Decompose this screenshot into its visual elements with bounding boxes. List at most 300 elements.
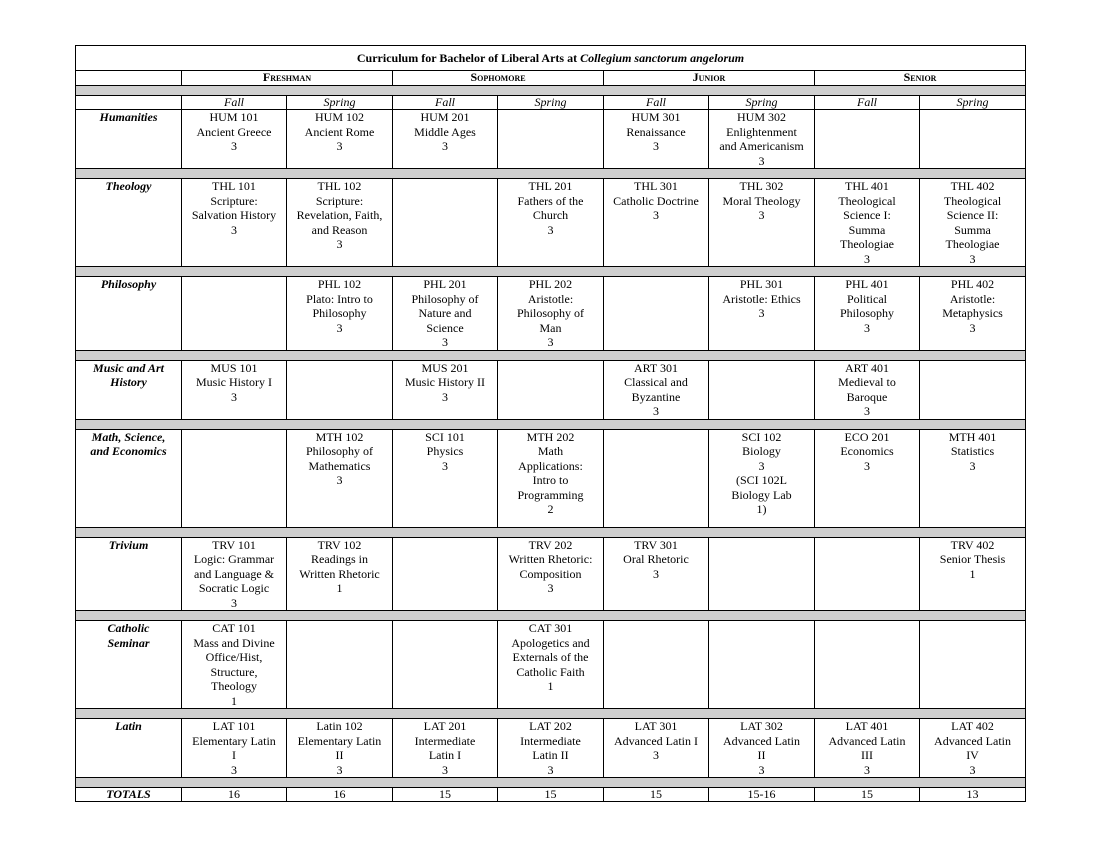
cell-line: Political [847,291,887,306]
cell-line: Programming [517,487,584,502]
empty-cell [815,621,920,709]
cell-line: Philosophy of [516,306,584,320]
cell-line: Theologiae [840,237,894,251]
term-header: Spring [920,96,1026,110]
year-header-sophomore: Sophomore [393,71,604,86]
cell-line: 3 [231,595,237,610]
cell-line: PHL 102 [317,277,362,291]
cell-line: 3 [653,139,659,153]
cell-line: Medieval to [838,375,896,389]
empty-cell [604,429,709,527]
course-cell [815,360,920,419]
course-cell [182,621,287,709]
cell-line: 3 [442,762,448,777]
cell-line: THL 301 [634,179,678,193]
cell-line: Elementary Latin [192,733,276,748]
course-cell [920,179,1026,267]
course-cell [182,110,287,169]
cell-line: Apologetics and [511,635,590,650]
cell-line: Oral Rhetoric [623,552,689,566]
cell-line: HUM 102 [314,110,364,124]
cell-line: IV [966,748,979,762]
cell-line: Music and Art [93,360,164,375]
cell-line: ART 401 [844,360,890,375]
cell-line: MTH 202 [526,429,575,444]
term-header: Spring [709,96,815,110]
cell-line: Aristotle: Ethics [722,291,801,306]
course-cell [709,179,815,267]
year-header-junior: Junior [604,71,815,86]
cell-line: HUM 201 [420,110,470,124]
course-cell [498,429,604,527]
cell-line: LAT 201 [423,719,467,733]
cell-line: 3 [653,748,659,762]
empty-cell [393,179,498,267]
empty-cell [920,360,1026,419]
cell-line: Theology [211,679,257,693]
empty-cell [287,360,393,419]
term-header: Fall [393,96,498,110]
cell-line: 3 [336,139,343,153]
cell-line: Aristotle: [949,291,996,306]
category-label [76,429,182,527]
separator-row [76,709,1026,719]
separator-row [76,86,1026,96]
course-cell [287,110,393,169]
cell-line: History [110,375,147,389]
term-header: Spring [498,96,604,110]
cell-line: Structure, [210,664,258,679]
cell-line: 1 [969,566,976,581]
empty-cell [709,360,815,419]
category-label [76,360,182,419]
course-cell [498,537,604,611]
cell-line: Philosophy of [411,291,479,306]
course-cell [498,719,604,778]
cell-line: Mass and Divine [193,635,275,650]
cell-line: Theological [838,193,896,208]
cell-line: Applications: [518,458,583,473]
cell-line: TRV 301 [634,537,678,552]
total-value: 15-16 [709,788,815,802]
year-header-freshman: Freshman [182,71,393,86]
cell-line: 3 [758,306,765,320]
cell-line: Summa [848,222,886,237]
cell-line: Philosophy [312,306,367,320]
empty-cell [287,621,393,709]
cell-line: PHL 202 [528,277,573,291]
cell-line: 3 [969,251,976,266]
cell-line: 3 [442,139,448,153]
cell-line: Intermediate [414,733,476,748]
cell-line: Church [532,208,569,222]
cell-line: LAT 301 [634,719,678,733]
course-cell [393,277,498,351]
empty-cell [920,110,1026,169]
cell-line: 3 [231,139,237,153]
cell-line: Advanced Latin [934,733,1011,748]
category-label [76,110,182,169]
term-header: Fall [815,96,920,110]
cell-line: Office/Hist, [205,650,263,664]
course-cell [815,429,920,527]
cell-line: Moral Theology [722,193,801,208]
cell-line: Nature and [418,306,472,320]
course-cell [393,360,498,419]
empty-cell [815,110,920,169]
cell-line: 3 [231,389,237,404]
cell-line: Theology [105,179,152,193]
cell-line: PHL 401 [845,277,889,291]
cell-line: Catholic [107,621,150,635]
cell-line: HUM 302 [736,110,786,124]
separator-row [76,169,1026,179]
cell-line: and Language & [194,566,274,581]
empty-cell [498,110,604,169]
category-row [76,277,1026,351]
cell-line: 3 [758,762,765,777]
cell-line: Enlightenment [726,124,797,139]
course-cell [604,110,709,169]
cell-line: Aristotle: [527,291,574,306]
cell-line: Classical and [624,375,688,389]
cell-line: Latin II [532,748,569,762]
separator-row [76,611,1026,621]
category-row [76,537,1026,611]
cell-line: 1) [756,502,767,516]
cell-line: THL 302 [739,179,784,193]
category-row [76,621,1026,709]
cell-line: Latin I [428,748,462,762]
cell-line: TRV 101 [212,537,256,552]
cell-line: Scripture: [210,193,258,208]
cell-line: TRV 202 [528,537,573,552]
total-value: 15 [498,788,604,802]
cell-line: TRV 102 [317,537,362,552]
cell-line: THL 201 [528,179,573,193]
empty-cell [709,537,815,611]
course-cell [604,537,709,611]
course-cell [604,360,709,419]
cell-line: CAT 101 [212,621,256,635]
cell-line: 3 [969,762,976,777]
cell-line: 3 [969,320,976,335]
empty-cell [393,621,498,709]
course-cell [393,110,498,169]
cell-line: Renaissance [626,124,686,139]
cell-line: THL 101 [212,179,256,193]
cell-line: 3 [547,581,554,595]
separator-row [76,267,1026,277]
category-row [76,429,1026,527]
total-value: 15 [815,788,920,802]
course-cell [287,719,393,778]
cell-line: Composition [519,566,582,581]
cell-line: 1 [336,581,343,595]
cell-line: Intermediate [520,733,581,748]
course-cell [709,429,815,527]
category-label [76,537,182,611]
cell-line: 3 [758,153,765,168]
cell-line: 3 [442,389,448,404]
cell-line: 3 [442,335,448,349]
cell-line: Music History I [196,375,272,389]
empty-cell [815,537,920,611]
cell-line: LAT 302 [740,719,783,733]
separator-row [76,778,1026,788]
term-header: Fall [604,96,709,110]
course-cell [393,719,498,778]
cell-line: Seminar [107,635,150,650]
term-header-row [76,96,1026,110]
cell-line: Revelation, Faith, [296,208,383,222]
cell-line: 3 [231,222,237,237]
cell-line: ART 301 [633,360,679,375]
cell-line: MUS 101 [210,360,258,375]
cell-line: Salvation History [191,208,277,222]
cell-line: Latin 102 [316,719,363,733]
cell-line: 3 [231,762,237,777]
category-row [76,179,1026,267]
curriculum-table [75,45,1026,802]
cell-line: THL 102 [317,179,362,193]
cell-line: 3 [547,335,554,349]
cell-line: and Reason [311,222,368,237]
cell-line: Science II: [946,208,999,222]
cell-line: MTH 401 [948,429,997,444]
course-cell [709,110,815,169]
course-cell [920,719,1026,778]
course-cell [182,179,287,267]
cell-line: Advanced Latin [828,733,906,748]
cell-line: Byzantine [631,389,681,404]
empty-cell [498,360,604,419]
cell-line: LAT 401 [845,719,889,733]
cell-line: 1 [231,693,237,708]
cell-line: Humanities [99,110,158,124]
cell-line: 3 [547,762,554,777]
cell-line: 3 [864,251,870,266]
total-value: 16 [287,788,393,802]
totals-row [76,788,1026,802]
cell-line: 1 [547,679,554,693]
total-value: 13 [920,788,1026,802]
cell-line: Scripture: [315,193,364,208]
cell-line: 3 [442,458,448,473]
cell-line: Plato: Intro to [306,291,373,306]
cell-line: Socratic Logic [198,581,270,595]
cell-line: 3 [336,762,343,777]
category-row [76,360,1026,419]
course-cell [709,719,815,778]
cell-line: Statistics [950,444,995,458]
year-header-senior: Senior [815,71,1026,86]
course-cell [287,179,393,267]
course-cell [182,360,287,419]
cell-line: LAT 402 [951,719,994,733]
cell-line: MUS 201 [421,360,469,375]
term-header: Fall [182,96,287,110]
course-cell [287,429,393,527]
cell-line: 3 [864,320,870,335]
cell-line: Fathers of the [517,193,584,208]
cell-line: Intro to [532,473,569,487]
empty-cell [182,277,287,351]
cell-line: Trivium [108,537,149,552]
total-value: 15 [604,788,709,802]
course-cell [920,277,1026,351]
college-name: Collegium sanctorum angelorum [580,50,745,65]
cell-line: Written Rhetoric: [508,552,593,566]
course-cell [815,179,920,267]
cell-line: 3 [864,762,870,777]
title-prefix: Curriculum for Bachelor of Liberal Arts at [356,50,581,65]
cell-line: Ancient Greece [196,124,272,139]
cell-line: Logic: Grammar [193,552,275,566]
cell-line: and Americanism [719,139,804,153]
course-cell [287,277,393,351]
cell-line: PHL 402 [950,277,995,291]
year-header-blank [76,71,182,86]
course-cell [498,621,604,709]
cell-line: 3 [336,473,343,487]
cell-line: THL 401 [845,179,889,193]
separator-row [76,527,1026,537]
course-cell [182,537,287,611]
cell-line: Biology [742,444,781,458]
category-label [76,179,182,267]
empty-cell [182,429,287,527]
cell-line: Ancient Rome [304,124,375,139]
cell-line: 3 [653,404,659,418]
empty-cell [709,621,815,709]
empty-cell [604,277,709,351]
cell-line: II [757,748,766,762]
cell-line: 3 [653,208,659,222]
cell-line: PHL 201 [423,277,467,291]
cell-line: SCI 101 [425,429,465,444]
cell-line: Catholic Faith [516,664,585,679]
cell-line: HUM 101 [209,110,259,124]
course-cell [393,429,498,527]
cell-line: MTH 102 [315,429,364,444]
cell-line: Math [537,444,564,458]
cell-line: Music History II [405,375,485,389]
cell-line: Senior Thesis [939,552,1006,566]
category-row [76,719,1026,778]
cell-line: Latin [115,719,142,733]
cell-line: Science [426,320,464,335]
category-label [76,621,182,709]
separator-row [76,350,1026,360]
cell-line: (SCI 102L [736,473,787,487]
cell-line: PHL 301 [739,277,784,291]
empty-cell [604,621,709,709]
cell-line: Middle Ages [414,124,476,139]
cell-line: II [335,748,344,762]
cell-line: 3 [653,566,659,581]
cell-line: THL 402 [950,179,995,193]
cell-line: Catholic Doctrine [613,193,699,208]
cell-line: Advanced Latin I [614,733,698,748]
cell-line: I [232,748,236,762]
table-title [76,46,1026,71]
cell-line: Physics [426,444,464,458]
cell-line: Theologiae [945,237,1000,251]
cell-line: 2 [547,502,554,516]
course-cell [920,429,1026,527]
cell-line: Philosophy of [305,444,373,458]
course-cell [498,179,604,267]
course-cell [920,537,1026,611]
cell-line: SCI 102 [741,429,782,444]
cell-line: CAT 301 [528,621,573,635]
cell-line: III [861,748,873,762]
cell-line: 3 [758,458,765,473]
cell-line: Externals of the [512,650,589,664]
cell-line: 3 [336,320,343,335]
cell-line: 3 [336,237,343,251]
cell-line: Math, Science, [91,429,166,444]
cell-line: Metaphysics [942,306,1003,320]
total-value: 15 [393,788,498,802]
cell-line: LAT 101 [212,719,256,733]
cell-line: Advanced Latin [723,733,800,748]
cell-line: Mathematics [308,458,371,473]
category-row [76,110,1026,169]
course-cell [815,719,920,778]
course-cell [498,277,604,351]
cell-line: and Economics [90,444,167,458]
cell-line: Readings in [311,552,368,566]
separator-row [76,419,1026,429]
empty-cell [393,537,498,611]
cell-line: Elementary Latin [297,733,382,748]
course-cell [604,179,709,267]
course-cell [287,537,393,611]
cell-line: Written Rhetoric [299,566,380,581]
cell-line: Philosophy [839,306,894,320]
term-header-blank [76,96,182,110]
year-header-row [76,71,1026,86]
course-cell [182,719,287,778]
cell-line: 3 [969,458,976,473]
course-cell [709,277,815,351]
cell-line: LAT 202 [529,719,572,733]
cell-line: HUM 301 [631,110,681,124]
cell-line: ECO 201 [844,429,890,444]
cell-line: Summa [954,222,991,237]
totals-label: TOTALS [76,788,182,802]
category-label [76,277,182,351]
cell-line: 3 [547,222,554,237]
cell-line: Economics [840,444,894,458]
empty-cell [920,621,1026,709]
cell-line: Man [539,320,562,335]
cell-line: 3 [864,458,870,473]
cell-line: 3 [758,208,765,222]
course-cell [815,277,920,351]
course-cell [604,719,709,778]
cell-line: Theological [943,193,1002,208]
cell-line: Biology Lab [731,487,792,502]
cell-line: TRV 402 [950,537,995,552]
term-header: Spring [287,96,393,110]
cell-line: Baroque [846,389,888,404]
cell-line: Philosophy [100,277,157,291]
cell-line: 3 [864,404,870,418]
total-value: 16 [182,788,287,802]
